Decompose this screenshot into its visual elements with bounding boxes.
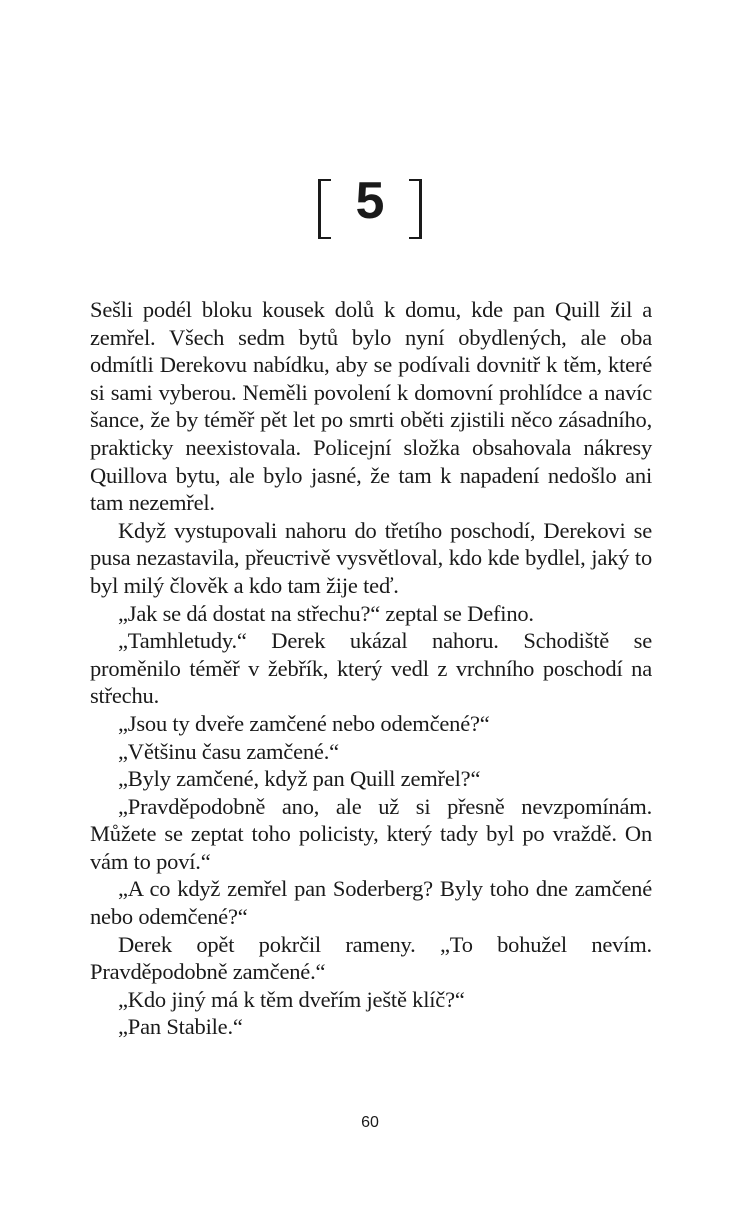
paragraph: „Byly zamčené, když pan Quill zemřel?“ [118,766,481,792]
bracket-right [409,179,422,239]
chapter-heading [318,172,422,237]
paragraph: Když vystupovali nahoru do třetího poschodí, Derekovi se pusa nezastavila, přeucтivě vysvětloval, kdo kde bydlel, jaký to byl milý člověk a kdo tam žije teď. [90,517,652,598]
paragraph: „Tamhletudy.“ Derek ukázal nahoru. Schodiště se proměnilo téměř v žebřík, který vedl z vrchního poschodí na střechu. [90,628,652,709]
paragraph: „Jsou ty dveře zamčené nebo odemčené?“ [118,710,490,736]
paragraph: „Pravděpodobně ano, ale už si přesně nevzpomínám. Můžete se zeptat toho policisty, který tady byl po vraždě. On vám to poví.“ [90,793,652,874]
paragraph: „Jak se dá dostat na střechu?“ zeptal se Defino. [118,600,534,626]
paragraph: „Pan Stabile.“ [118,1014,243,1040]
body-text [90,296,652,1041]
paragraph: „A co když zemřel pan Soderberg? Byly toho dne zamčené nebo odemčené?“ [90,876,652,930]
paragraph: Derek opět pokrčil rameny. „To bohužel nevím. Pravděpodobně zamčené.“ [90,931,652,985]
paragraph: „Kdo jiný má k těm dveřím ještě klíč?“ [118,986,465,1012]
page-number: 60 [361,1114,379,1131]
chapter-number: 5 [355,172,385,230]
paragraph: Sešli podél bloku kousek dolů k domu, kde pan Quill žil a zemřel. Všech sedm bytů bylo nyní obydlených, ale oba odmítli Derekovu nabídku, aby se podívali dovnitř k těm, které si sami vyberou. Neměli povolení k domovní prohlídce a navíc šance, že by téměř pět let po smrti oběti zjistili něco zásadního, prakticky neexistovala. Policejní složka obsahovala nákresy Quillova bytu, ale bylo jasné, že tam k napadení nedošlo ani tam nezemřel. [90,297,652,516]
paragraph: „Většinu času zamčené.“ [118,738,339,764]
